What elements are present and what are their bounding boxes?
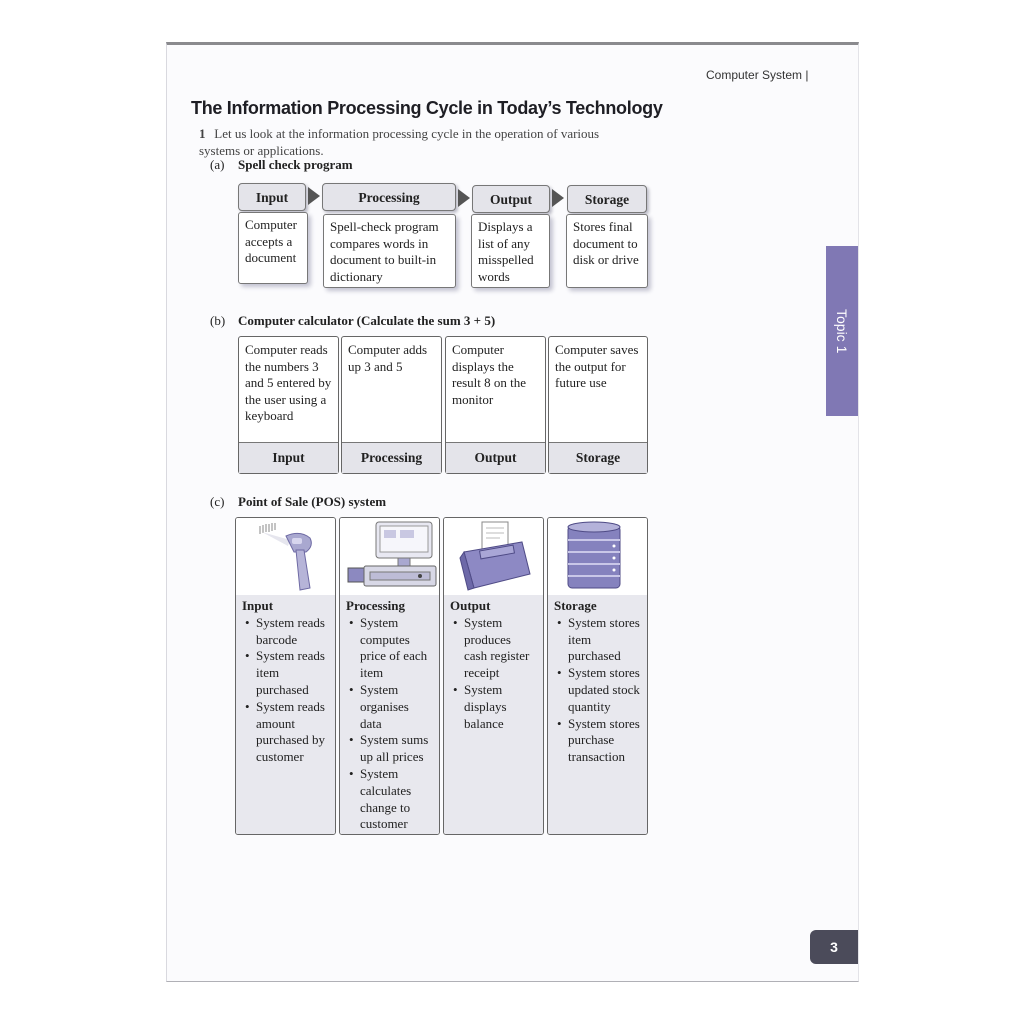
page-number-badge: 3 <box>810 930 858 964</box>
arrow-icon <box>308 187 320 205</box>
spell-desc-storage: Stores final document to disk or drive <box>566 214 648 288</box>
pos-list-input <box>242 615 329 766</box>
calc-desc-storage: Computer saves the output for future use <box>555 342 639 390</box>
arrow-icon <box>458 189 470 207</box>
pos-image-input <box>236 518 335 596</box>
section-c-title: Point of Sale (POS) system <box>238 494 387 509</box>
spell-desc-processing: Spell-check program compares words in document to built-in dictionary <box>323 214 456 288</box>
intro-paragraph <box>199 125 639 159</box>
pos-list-processing <box>346 615 433 833</box>
pos-heading-output: Output <box>450 598 491 613</box>
pos-body-processing <box>340 595 439 834</box>
receipt-printer-icon <box>444 518 543 595</box>
pos-list-output <box>450 615 537 733</box>
barcode-scanner-icon <box>236 518 335 595</box>
list-item: • System computes price of each item <box>360 615 433 682</box>
section-a-title: Spell check program <box>238 157 353 172</box>
intro-text: Let us look at the information processing cycle in the operation of various systems or applications. <box>199 126 600 158</box>
calc-column-processing <box>341 336 442 474</box>
list-item: • System stores item purchased <box>568 615 641 665</box>
list-item: • System stores updated stock quantity <box>568 665 641 715</box>
list-item: • System stores purchase transaction <box>568 716 641 766</box>
arrow-icon <box>552 189 564 207</box>
section-b-title: Computer calculator (Calculate the sum 3 + 5) <box>238 313 496 328</box>
pos-image-processing <box>340 518 439 596</box>
intro-number: 1 <box>199 126 206 141</box>
calc-desc-input: Computer reads the numbers 3 and 5 entered by the user using a keyboard <box>245 342 332 423</box>
pos-heading-storage: Storage <box>554 598 597 613</box>
cash-register-icon <box>340 518 439 595</box>
section-c-label <box>210 494 386 510</box>
pos-heading-processing: Processing <box>346 598 405 613</box>
pos-body-input <box>236 595 335 834</box>
calc-footer-storage: Storage <box>549 442 647 473</box>
section-a-letter: (a) <box>210 157 225 172</box>
section-c-letter: (c) <box>210 494 225 509</box>
calc-desc-output: Computer displays the result 8 on the monitor <box>452 342 527 407</box>
list-item: • System produces cash register receipt <box>464 615 537 682</box>
spell-desc-output: Displays a list of any misspelled words <box>471 214 550 288</box>
pos-column-input <box>235 517 336 835</box>
topic-tab-label: Topic 1 <box>834 308 850 354</box>
calc-column-storage <box>548 336 648 474</box>
spell-desc-input: Computer accepts a document <box>238 212 308 284</box>
list-item: • System sums up all prices <box>360 732 433 766</box>
list-item: • System reads barcode <box>256 615 329 649</box>
list-item: • System reads amount purchased by customer <box>256 699 329 766</box>
spell-header-input: Input <box>238 183 306 211</box>
running-header: Computer System | <box>706 68 809 82</box>
pos-list-storage <box>554 615 641 766</box>
pos-image-output <box>444 518 543 596</box>
pos-body-output <box>444 595 543 834</box>
list-item: • System displays balance <box>464 682 537 732</box>
database-icon <box>548 518 647 595</box>
list-item: • System reads item purchased <box>256 648 329 698</box>
calc-desc-processing: Computer adds up 3 and 5 <box>348 342 428 374</box>
pos-heading-input: Input <box>242 598 274 613</box>
section-b-label <box>210 313 495 329</box>
list-item: • System calculates change to customer <box>360 766 433 833</box>
calc-footer-output: Output <box>446 442 545 473</box>
calc-column-output <box>445 336 546 474</box>
topic-side-tab <box>826 246 858 416</box>
calc-footer-processing: Processing <box>342 442 441 473</box>
section-b-letter: (b) <box>210 313 226 328</box>
page-title: The Information Processing Cycle in Today’s Technology <box>191 98 663 118</box>
pos-image-storage <box>548 518 647 596</box>
spell-header-storage: Storage <box>567 185 647 213</box>
pos-body-storage <box>548 595 647 834</box>
spell-header-processing: Processing <box>322 183 456 211</box>
spell-header-output: Output <box>472 185 550 213</box>
pos-column-storage <box>547 517 648 835</box>
list-item: • System organises data <box>360 682 433 732</box>
calc-column-input <box>238 336 339 474</box>
section-a-label <box>210 157 353 173</box>
pos-column-processing <box>339 517 440 835</box>
calc-footer-input: Input <box>239 442 338 473</box>
pos-column-output <box>443 517 544 835</box>
